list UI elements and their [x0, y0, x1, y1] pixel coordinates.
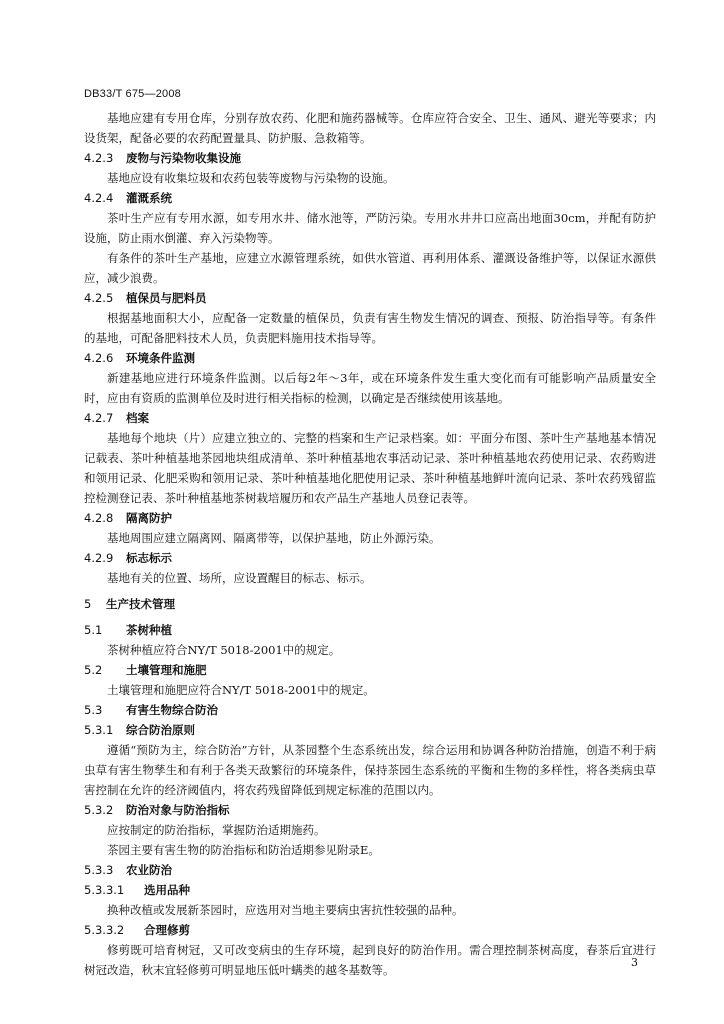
clause-heading: [84, 508, 656, 528]
clause-title: 土壤管理和施肥: [126, 663, 207, 677]
clause-heading: [84, 620, 656, 640]
clause-number: 4.2.6: [84, 351, 114, 365]
clause-number: 5.3.3.2: [84, 923, 125, 937]
clause-title: 选用品种: [144, 883, 190, 897]
clause-title: 灌溉系统: [126, 191, 172, 205]
paragraph: 遵循“预防为主，综合防治”方针，从茶园整个生态系统出发，综合运用和协调各种防治措施，创造不利于病虫草有害生物孳生和有利于各类天敌繁衍的环境条件，保持茶园生态系统的平衡和生物的多样性，将各类病虫草害控制在允许的经济阈值内，将农药残留降低到规定标准的范围以内。: [84, 743, 656, 797]
section-heading: [84, 594, 656, 614]
paragraph: 应按制定的防治指标，掌握防治适期施药。: [107, 823, 326, 837]
clause-title: 合理修剪: [144, 923, 190, 937]
clause-heading: [84, 920, 656, 940]
paragraph: 基地应建有专用仓库，分别存放农药、化肥和施药器械等。仓库应符合安全、卫生、通风、避光等要求；内设货架，配备必要的农药配置量具、防护服、急救箱等。: [84, 111, 656, 145]
clause-title: 废物与污染物收集设施: [126, 151, 241, 165]
clause-number: 4.2.3: [84, 151, 114, 165]
clause-number: 5.1: [84, 623, 103, 637]
clause-title: 标志标示: [126, 551, 172, 565]
clause-heading: [84, 800, 656, 820]
clause-title: 有害生物综合防治: [126, 703, 218, 717]
clause-title: 茶树种植: [126, 623, 172, 637]
document-body: [84, 108, 656, 980]
clause-number: 4.2.7: [84, 411, 114, 425]
clause-heading: [84, 188, 656, 208]
clause-number: 5.2: [84, 663, 103, 677]
paragraph: 茶叶生产应有专用水源，如专用水井、储水池等，严防污染。专用水井井口应高出地面30cm，并配有防护设施，防止雨水倒灌、弃入污染物等。: [84, 211, 656, 245]
clause-number: 4.2.4: [84, 191, 114, 205]
clause-number: 5.3.1: [84, 723, 114, 737]
paragraph: 土壤管理和施肥应符合NY/T 5018-2001中的规定。: [107, 683, 375, 697]
clause-heading: [84, 860, 656, 880]
paragraph: 修剪既可培育树冠，又可改变病虫的生存环境，起到良好的防治作用。需合理控制茶树高度，春茶后宜进行树冠改造，秋末宜轻修剪可明显地压低叶螨类的越冬基数等。: [84, 943, 656, 977]
paragraph: 基地有关的位置、场所，应设置醒目的标志、标示。: [107, 571, 372, 585]
clause-heading: [84, 880, 656, 900]
clause-title: 档案: [126, 411, 149, 425]
paragraph: 新建基地应进行环境条件监测。以后每2年～3年，或在环境条件发生重大变化而有可能影响产品质量安全时，应由有资质的监测单位及时进行相关指标的检测，以确定是否继续使用该基地。: [84, 371, 656, 405]
clause-number: 4.2.9: [84, 551, 114, 565]
paragraph: 茶园主要有害生物的防治指标和防治适期参见附录E。: [107, 843, 380, 857]
clause-heading: [84, 348, 656, 368]
page-number: 3: [631, 956, 638, 969]
paragraph: 基地应设有收集垃圾和农药包装等废物与污染物的设施。: [107, 171, 395, 185]
paragraph: 基地周围应建立隔离网、隔离带等，以保护基地，防止外源污染。: [107, 531, 441, 545]
clause-heading: [84, 720, 656, 740]
clause-number: 5.3.3: [84, 863, 114, 877]
clause-heading: [84, 408, 656, 428]
clause-number: 5.3: [84, 703, 103, 717]
paragraph: 茶树种植应符合NY/T 5018-2001中的规定。: [107, 643, 341, 657]
document-code: DB33/T 675—2008: [84, 88, 181, 100]
paragraph: 根据基地面积大小，应配备一定数量的植保员，负责有害生物发生情况的调查、预报、防治指导等。有条件的基地，可配备肥料技术人员，负责肥料施用技术指导等。: [84, 311, 656, 345]
paragraph: 换种改植或发展新茶园时，应选用对当地主要病虫害抗性较强的品种。: [107, 903, 464, 917]
clause-heading: [84, 148, 656, 168]
clause-number: 4.2.8: [84, 511, 114, 525]
paragraph: 基地每个地块（片）应建立独立的、完整的档案和生产记录档案。如：平面分布图、茶叶生产基地基本情况记载表、茶叶种植基地茶园地块组成清单、茶叶种植基地农事活动记录、茶叶种植基地农药使用记录、农药购进和领用记录、化肥采购和领用记录、茶叶种植基地化肥使用记录、茶叶种植基地鲜叶流向记录、茶叶农药残留监控检测登记表、茶叶种植基地茶树栽培履历和农产品生产基地人员登记表等。: [84, 431, 656, 505]
clause-heading: [84, 660, 656, 680]
clause-title: 植保员与肥料员: [126, 291, 207, 305]
clause-title: 防治对象与防治指标: [126, 803, 230, 817]
clause-title: 综合防治原则: [126, 723, 195, 737]
clause-title: 隔离防护: [126, 511, 172, 525]
clause-number: 4.2.5: [84, 291, 114, 305]
clause-heading: [84, 700, 656, 720]
clause-title: 环境条件监测: [126, 351, 195, 365]
clause-heading: [84, 548, 656, 568]
clause-heading: [84, 288, 656, 308]
paragraph: 有条件的茶叶生产基地，应建立水源管理系统，如供水管道、再利用体系、灌溉设备维护等，以保证水源供应，减少浪费。: [84, 251, 656, 285]
clause-number: 5: [84, 597, 92, 611]
clause-number: 5.3.2: [84, 803, 114, 817]
clause-title: 生产技术管理: [106, 597, 175, 611]
clause-title: 农业防治: [126, 863, 172, 877]
clause-number: 5.3.3.1: [84, 883, 125, 897]
